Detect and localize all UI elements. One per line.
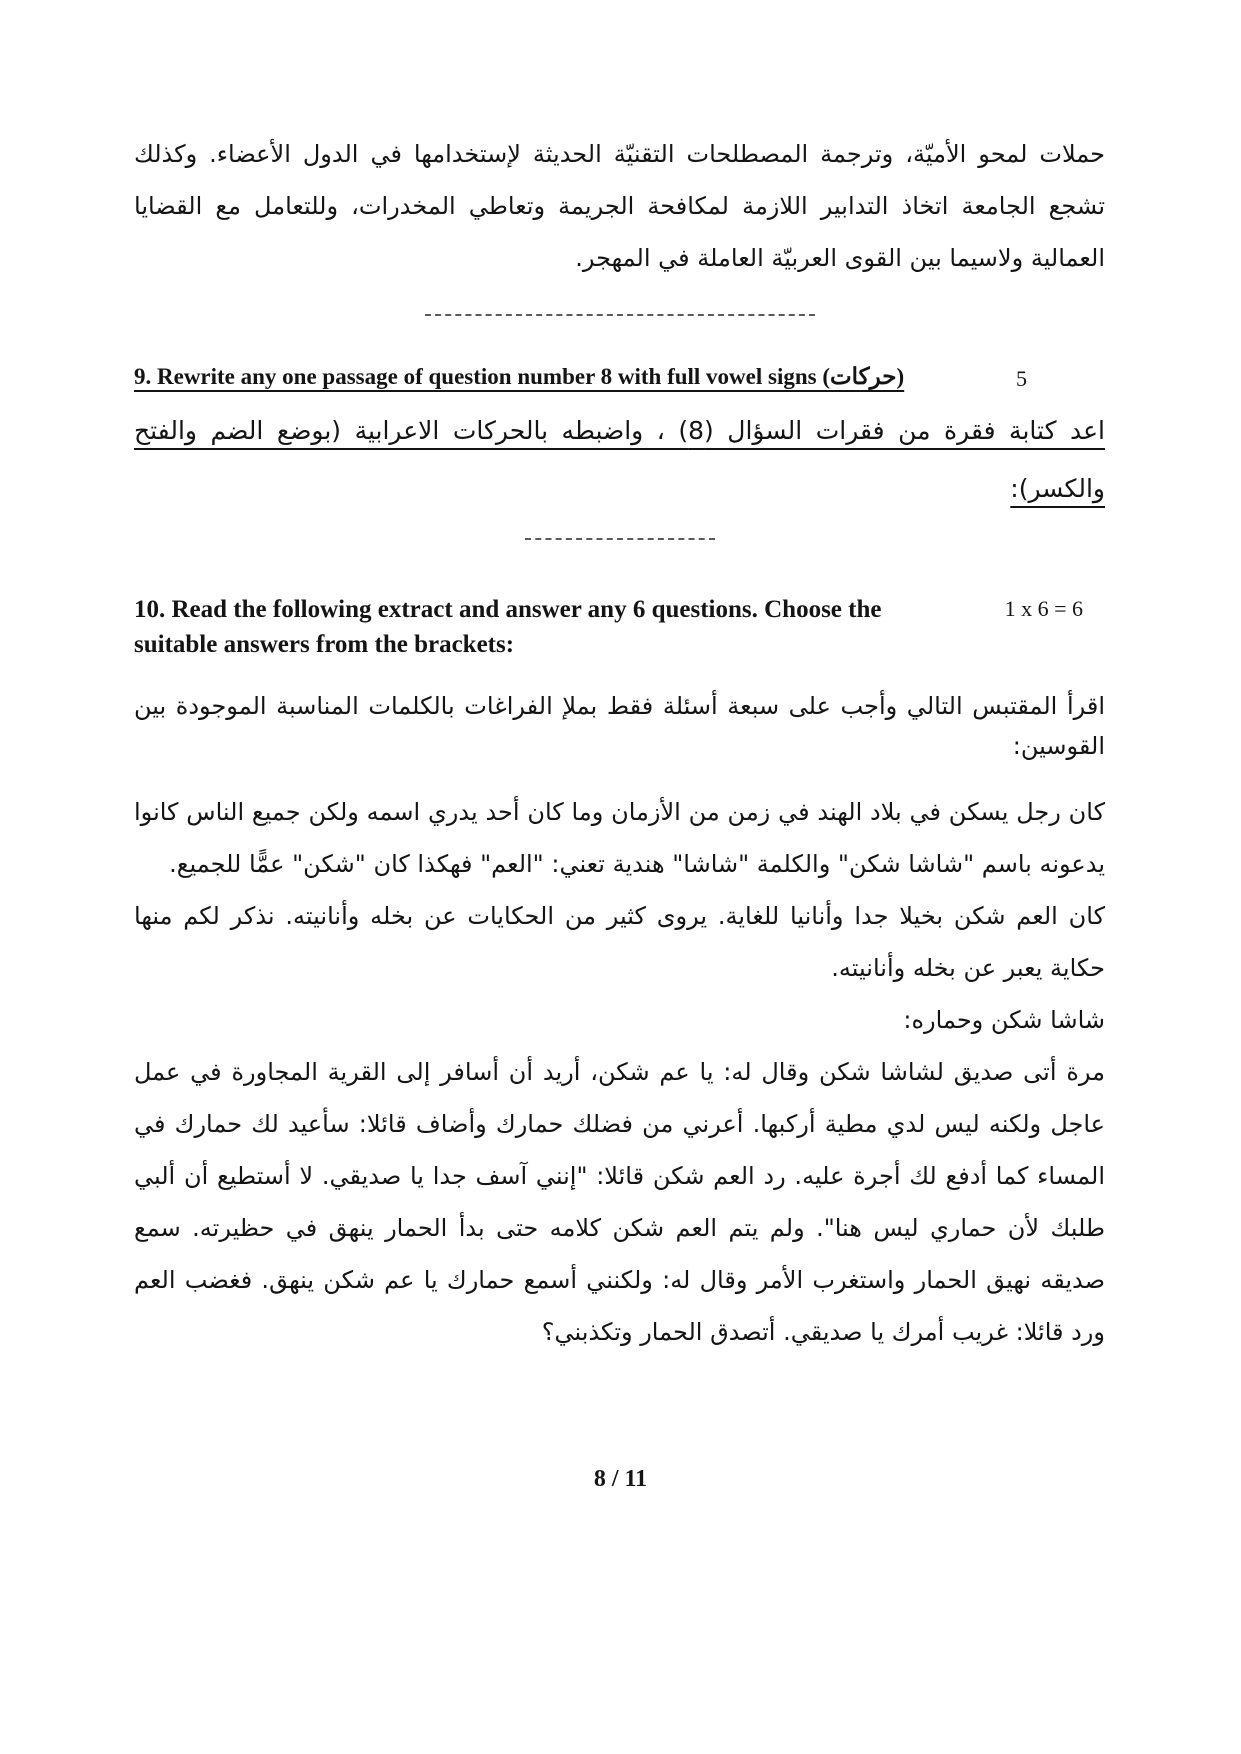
extract-paragraph: كان رجل يسكن في بلاد الهند في زمن من الأزمان وما كان أحد يدري اسمه ولكن جميع الناس كانوا يدعونه باسم "شاشا شكن" والكلمة "شاشا" هندية تعني: "العم" فهكذا كان "شكن" عمًّا للجميع. [134,798,1105,878]
question-10-instruction-arabic: اقرأ المقتبس التالي وأجب على سبعة أسئلة فقط بملإ الفراغات بالكلمات المناسبة الموجودة بين القوسين: [134,692,1105,760]
extract-paragraph-title: شاشا شكن وحماره: [903,1006,1105,1034]
question-9-instruction-arabic: اعد كتابة فقرة من فقرات السؤال (8) ، واضبطه بالحركات الاعرابية (بوضع الضم والفتح والكسر): [134,416,1105,503]
page-number: 8 / 11 [593,1466,648,1492]
question-9-header-row [134,364,1105,390]
extract-paragraph: كان العم شكن بخيلا جدا وأنانيا للغاية. يروى كثير من الحكايات عن بخله وأنانيته. نذكر لكم منها حكاية يعبر عن بخله وأنانيته. [134,902,1105,982]
section-divider [425,314,815,316]
intro-paragraph: حملات لمحو الأميّة، وترجمة المصطلحات التقنيّة الحديثة لإستخدامها في الدول الأعضاء. وكذلك تشجع الجامعة اتخاذ التدابير اللازمة لمكافحة الجريمة وتعاطي المخدرات، وللتعامل مع القضايا العمالية ولاسيما بين القوى العربيّة العاملة في المهجر. [134,140,1105,272]
question-10-header-row [134,592,1105,662]
question-10-marks: 1 x 6 = 6 [1004,596,1083,621]
section-divider-short [525,538,715,540]
extract-paragraph: مرة أتى صديق لشاشا شكن وقال له: يا عم شكن، أريد أن أسافر إلى القرية المجاورة في عمل عاجل ولكنه ليس لدي مطية أركبها. أعرني من فضلك حمارك وأضاف قائلا: سأعيد لك حمارك في المساء كما أدفع لك أجرة عليه. رد العم شكن قائلا: "إنني آسف جدا يا صديقي. لا أستطيع أن ألبي طلبك لأن حماري ليس هنا". ولم يتم العم شكن كلامه حتى بدأ الحمار ينهق في حظيرته. سمع صديقه نهيق الحمار واستغرب الأمر وقال له: ولكنني أسمع حمارك يا عم شكن ينهق. فغضب العم ورد قائلا: غريب أمرك يا صديقي. أتصدق الحمار وتكذبني؟ [134,1058,1105,1346]
question-9-heading: 9. Rewrite any one passage of question number 8 with full vowel signs (حركات) [134,364,905,389]
question-9-marks: 5 [1016,366,1027,391]
question-10-heading: 10. Read the following extract and answer any 6 questions. Choose the suitable answers from the brackets: [134,596,882,658]
extract-text [134,786,1105,1358]
